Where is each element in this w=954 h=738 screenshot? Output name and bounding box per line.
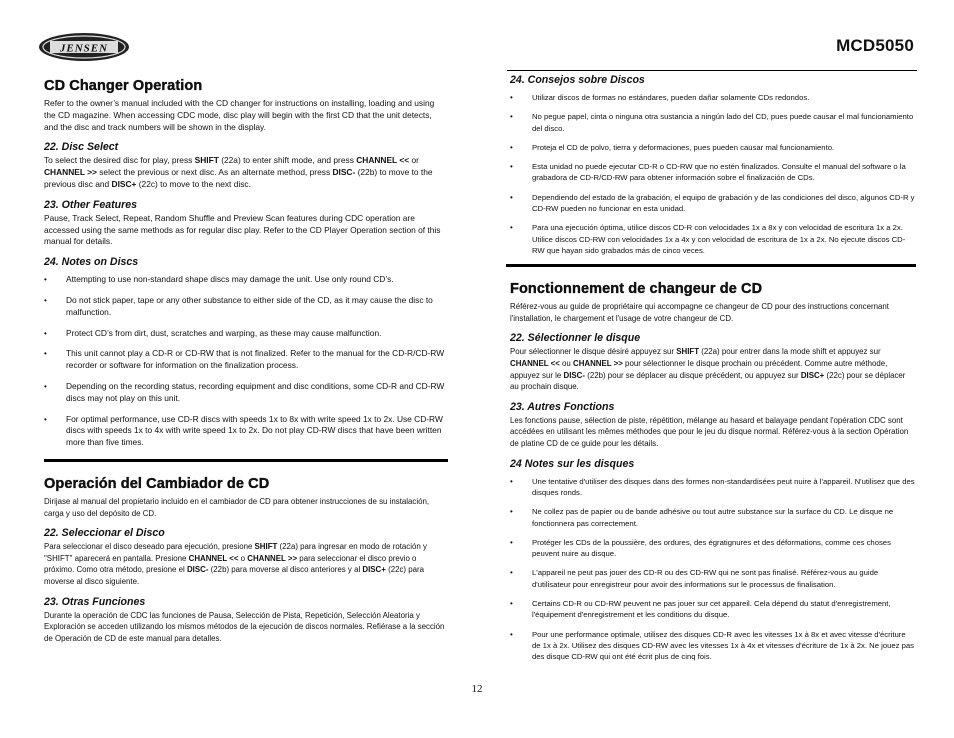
list-item: • Ne collez pas de papier ou de bande adhésive ou tout autre substance sur la surface du CD. Le disque ne fonctionnera pas correctement. [510,506,916,529]
list-item: • Protéger les CDs de la poussière, des ordures, des égratignures et des déformations, comme ces choses peuvent nuire au disque. [510,537,916,560]
list-item: • Pour une performance optimale, utilisez des disques CD-R avec les vitesses 1x à 8x et avec vitesse d'écriture de 1x à 2x. Utilisez des disques CD-RW avec les vitesses 1x à 4x et vitesses d'écriture de 1x à 2x. Ne jouez pas des disque CD-RW qui ont été écrit plus de cinq fois. [510,629,916,663]
list-item: • Dependiendo del estado de la grabación, el equipo de grabación y de las condiciones del disco, algunos CD-R y CD-RW pueden no funcionar en esta unidad. [510,192,916,215]
spanish-s23-body: Durante la operación de CDC las funciones de Pausa, Selección de Pista, Repetición, Selección Aleatoria y Exploración se acceden utilizando los mismos métodos de la ejecución de discos normales. Refiérase a la sección de Operación de CD de este manual para detalles. [44,610,445,643]
model-number: MCD5050 [836,36,914,55]
english-s22-body: To select the desired disc for play, press SHIFT (22a) to enter shift mode, and press CHANNEL << or CHANNEL >> select the previous or next disc. As an alternate method, press DISC- (22b) to move to the previous disc and DISC+ (22c) to move to the next disc. [44,155,433,189]
list-item: • L'appareil ne peut pas jouer des CD-R ou des CD-RW qui ne sont pas finalisé. Référez-vous au guide d'utilisateur pour enregistreur pour avoir des informations sur le processus de finalisation. [510,567,916,590]
list-item: • Para una ejecución óptima, utilice discos CD-R con velocidades 1x a 8x y con velocidad de escritura 1x a 2x. Utilice discos CD-RW con velocidades 1x a 4x y con velocidad de escritura de 1x a 2x. No ejecute discos CD-RW que hayan sido grabados más de cinco veces. [510,222,916,256]
section-divider [506,264,916,267]
english-title: CD Changer Operation [44,78,203,94]
english-s22-title: 22. Disc Select [44,141,119,154]
french-s24-title: 24 Notes sur les disques [510,457,635,470]
list-item: • Proteja el CD de polvo, tierra y deformaciones, pues pueden causar mal funcionamiento. [510,142,916,153]
page-number: 12 [471,683,483,695]
list-item: • Protect CD’s from dirt, dust, scratches and warping, as these may cause malfunction. [44,328,448,340]
spanish-intro: Dirĳase al manual del propietario incluido en el cambiador de CD para obtener instrucciones de su instalación, carga y uso del depósito de CD. [44,496,430,518]
french-s23-body: Les fonctions pause, sélection de piste, répétition, mélange au hasard et balayage pendant l'opération CDC sont accédées en utilisant les mêmes méthodes que pour le jeu du disque normal. Référez-vous à la section Opération de platine CD de ce guide pour les détails. [510,415,909,449]
list-item: • Do not stick paper, tape or any other substance to either side of the CD, as it may cause the disc to malfunction. [44,295,448,319]
jensen-logo [38,32,130,62]
list-item: • Certains CD-R ou CD-RW peuvent ne pas jouer sur cet appareil. Cela dépend du statut d'enregistrement, l'équipement d'enregistrement et les conditions du disque. [510,598,916,621]
spanish-s23-title: 23. Otras Funciones [44,595,146,608]
left-column [44,78,448,644]
spanish-notes-list [510,92,916,256]
french-notes-list [510,476,916,663]
spanish-section [44,476,448,644]
english-intro: Refer to the owner’s manual included with the CD changer for instructions on installing, loading and using the CD magazine. When accessing CDC mode, disc play will begin with the first CD that the unit detects, and the disc and track numbers will be shown in the display. [44,98,435,132]
list-item: • Depending on the recording status, recording equipment and disc conditions, some CD-R and CD-RW discs may not play on this unit. [44,381,448,405]
french-section [510,281,916,662]
list-item: • Attempting to use non-standard shape discs may damage the unit. Use only round CD’s. [44,274,448,286]
list-item: • For optimal performance, use CD-R discs with speeds 1x to 8x with write speed 1x to 2x. Use CD-RW discs with speeds 1x to 4x with write speed 1x to 2x. Do not play CD-RW discs that have been written more than five times. [44,414,448,449]
spanish-s22-body: Para seleccionar el disco deseado para ejecución, presione SHIFT (22a) para ingresar en modo de rotación y "SHIFT" aparecerá en pantalla. Presione CHANNEL << o CHANNEL >> para seleccionar el disco previo o próximo. Como otra método, presione el DISC- (22b) para moverse al disco anteriores y al DISC+ (22c) para moverse al disco siguiente. [44,542,427,586]
french-s22-body: Pour sélectionner le disque désiré appuyez sur SHIFT (22a) pour entrer dans la mode shift et appuyez sur CHANNEL << ou CHANNEL >> pour sélectionner le disque prochain ou précédent. Comme autre méthode, appuyez sur le DISC- (22b) pour se déplacer au disque précédent, ou appuyez sur DISC+ (22c) pour se déplacer au prochain disque. [510,347,906,392]
french-intro: Référez-vous au guide de propriétaire qui accompagne ce changeur de CD pour des instructions concernant l'installation, le chargement et l'usage de votre changeur de CD. [510,302,889,323]
right-column [510,72,916,670]
header-divider [507,70,917,71]
english-s23-title: 23. Other Features [44,198,138,211]
french-title: Fonctionnement de changeur de CD [510,281,763,298]
spanish-s24-title: 24. Consejos sobre Discos [510,74,645,86]
english-section [44,78,448,449]
english-s24-title: 24. Notes on Discs [44,256,139,269]
english-s23-body: Pause, Track Select, Repeat, Random Shuffle and Preview Scan features during CDC operation are accessed using the same methods as for regular disc play. Refer to the CD Player Operation section of this manual for details. [44,212,441,247]
spanish-s22-title: 22. Seleccionar el Disco [44,527,165,540]
french-s22-title: 22. Sélectionner le disque [510,332,641,345]
list-item: • This unit cannot play a CD-R or CD-RW that is not finalized. Refer to the manual for the CD-R/CD-RW recorder or software for information on the finalization process. [44,348,448,372]
list-item: • No pegue papel, cinta o ninguna otra sustancia a ningún lado del CD, pues puede causar el mal funcionamiento del disco. [510,111,916,134]
french-s23-title: 23. Autres Fonctions [510,400,615,413]
spanish-notes-section [510,74,916,256]
list-item: • Esta unidad no puede ejecutar CD-R o CD-RW que no estén finalizados. Consulte el manual del software o la grabadora de CD-R/CD-RW para obtener información sobre el finalización de CDs. [510,161,916,184]
section-divider [44,459,448,462]
spanish-title: Operación del Cambiador de CD [44,475,270,492]
list-item: • Utilizar discos de formas no estándares, pueden dañar solamente CDs redondos. [510,92,916,103]
english-notes-list [44,274,448,449]
list-item: • Une tentative d'utiliser des disques dans des formes non-standardisées peut nuire à l'appareil. N'utilisez que des disques ronds. [510,476,916,499]
svg-text:JENSEN: JENSEN [59,42,109,55]
